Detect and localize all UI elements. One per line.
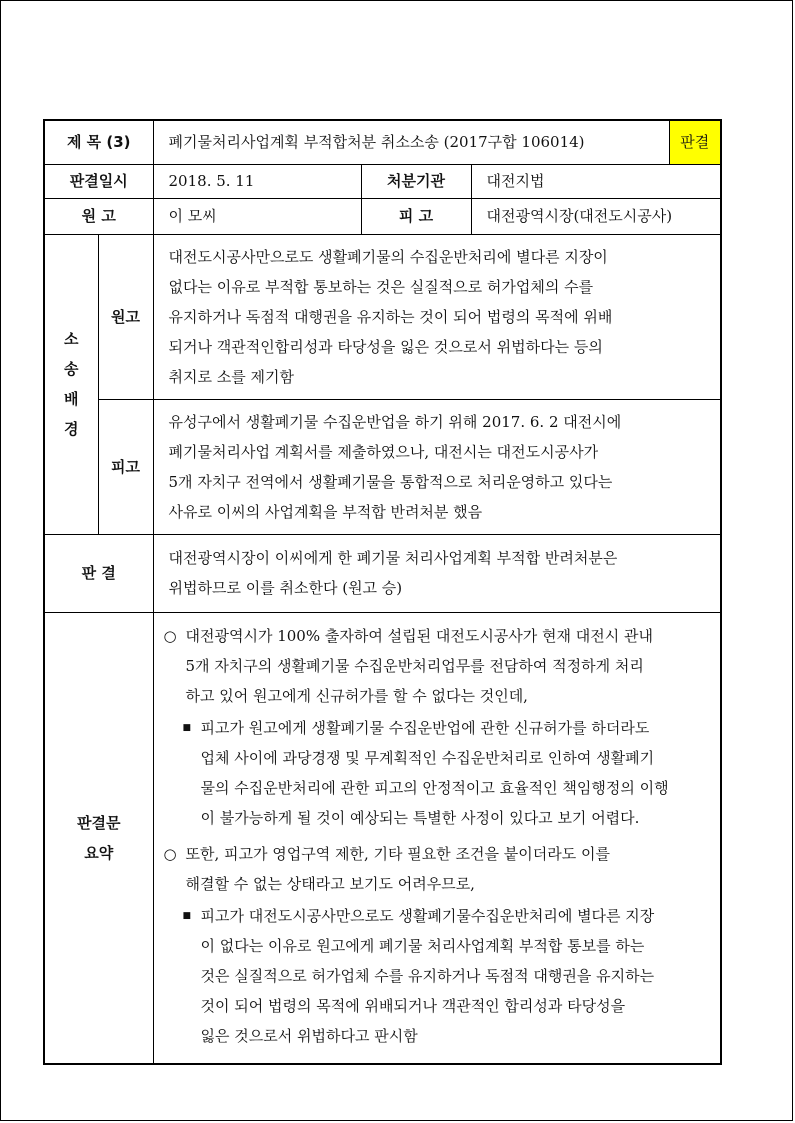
text-line: 5개 자치구 전역에서 생활폐기물을 통합적으로 처리운영하고 있다는 xyxy=(168,472,613,491)
agency-label: 처분기관 xyxy=(361,164,471,198)
text-line: 이 불가능하게 될 것이 예상되는 특별한 사정이 있다고 보기 어렵다. xyxy=(200,808,640,827)
text-line: 것이 되어 법령의 목적에 위배되거나 객관적인 합리성과 타당성을 xyxy=(200,996,626,1015)
judgment-row xyxy=(44,534,721,612)
text-line: 물의 수집운반처리에 관한 피고의 안정적이고 효율적인 책임행정의 이행 xyxy=(200,778,669,797)
background-label-char: 소 xyxy=(64,330,79,348)
background-defendant-label: 피고 xyxy=(98,399,153,534)
text-line: 업체 사이에 과당경쟁 및 무계획적인 수집운반처리로 인하여 생활폐기 xyxy=(200,748,655,767)
text-line: 피고가 대전도시공사만으로도 생활폐기물수집운반처리에 별다른 지장 xyxy=(200,906,655,925)
text-line: 유성구에서 생활폐기물 수집운반업을 하기 위해 2017. 6. 2 대전시에 xyxy=(168,412,622,431)
background-label-char: 송 xyxy=(64,360,79,378)
case-summary-table xyxy=(43,119,722,1065)
text-line: 해결할 수 없는 상태라고 보기도 어려우므로, xyxy=(185,874,475,893)
summary-subitem xyxy=(162,901,715,1051)
text-line: 위법하므로 이를 취소한다 (원고 승) xyxy=(168,579,403,597)
text-line: 되거나 객관적인합리성과 타당성을 잃은 것으로서 위법하다는 등의 xyxy=(168,337,603,356)
date-row xyxy=(44,164,721,198)
background-plaintiff-row xyxy=(44,234,721,399)
party-row xyxy=(44,198,721,234)
text-line: 유지하거나 독점적 대행권을 유지하는 것이 되어 법령의 목적에 위배 xyxy=(168,307,613,326)
background-defendant-row xyxy=(44,399,721,534)
square-bullet-icon: ■ xyxy=(182,722,192,733)
summary-item xyxy=(162,839,715,899)
defendant-name: 대전광역시장(대전도시공사) xyxy=(471,198,721,234)
background-label-char: 배 xyxy=(64,390,79,408)
text-line: 하고 있어 원고에게 신규허가를 할 수 없다는 것인데, xyxy=(185,686,528,705)
circle-bullet-icon: ○ xyxy=(163,844,177,863)
square-bullet-icon: ■ xyxy=(182,910,192,921)
judgment-badge: 판결 xyxy=(669,120,721,164)
text-line: 취지로 소를 제기함 xyxy=(168,367,294,386)
summary-item xyxy=(162,621,715,711)
background-defendant-text xyxy=(153,399,721,534)
text-line: 잃은 것으로서 위법하다고 판시함 xyxy=(200,1026,418,1045)
summary-row xyxy=(44,612,721,1064)
text-line: 대전광역시장이 이씨에게 한 폐기물 처리사업계획 부적합 반려처분은 xyxy=(168,549,618,567)
text-line: 5개 자치구의 생활폐기물 수집운반처리업무를 전담하여 적정하게 처리 xyxy=(185,656,644,675)
background-plaintiff-label: 원고 xyxy=(98,234,153,399)
agency-name: 대전지법 xyxy=(471,164,721,198)
background-plaintiff-text xyxy=(153,234,721,399)
text-line: 대전도시공사만으로도 생활폐기물의 수집운반처리에 별다른 지장이 xyxy=(168,247,608,266)
case-title: 폐기물처리사업계획 부적합처분 취소소송 (2017구합 106014) xyxy=(153,120,669,164)
text-line: 없다는 이유로 부적합 통보하는 것은 실질적으로 허가업체의 수를 xyxy=(168,277,594,296)
text-line: 또한, 피고가 영업구역 제한, 기타 필요한 조건을 붙이더라도 이를 xyxy=(185,844,610,863)
summary-subitem xyxy=(162,713,715,833)
text-line: 대전광역시가 100% 출자하여 설립된 대전도시공사가 현재 대전시 관내 xyxy=(185,626,654,645)
summary-text xyxy=(153,612,721,1064)
date-label: 판결일시 xyxy=(44,164,153,198)
title-label: 제 목 (3) xyxy=(44,120,153,164)
text-line: 사유로 이씨의 사업계획을 부적합 반려처분 했음 xyxy=(168,502,483,521)
background-label xyxy=(44,234,98,534)
background-label-char: 경 xyxy=(64,420,79,438)
title-row xyxy=(44,120,721,164)
plaintiff-label: 원 고 xyxy=(44,198,153,234)
circle-bullet-icon: ○ xyxy=(163,626,177,645)
text-line: 피고가 원고에게 생활폐기물 수집운반업에 관한 신규허가를 하더라도 xyxy=(200,718,650,737)
text-line: 이 없다는 이유로 원고에게 폐기물 처리사업계획 부적합 통보를 하는 xyxy=(200,936,645,955)
plaintiff-name: 이 모씨 xyxy=(153,198,361,234)
summary-label xyxy=(44,612,153,1064)
summary-label-line: 판결문 xyxy=(77,813,121,832)
summary-label-line: 요약 xyxy=(84,843,114,862)
judgment-date: 2018. 5. 11 xyxy=(153,164,361,198)
text-line: 폐기물처리사업 계획서를 제출하였으나, 대전시는 대전도시공사가 xyxy=(168,442,599,461)
judgment-text xyxy=(153,534,721,612)
text-line: 것은 실질적으로 허가업체 수를 유지하거나 독점적 대행권을 유지하는 xyxy=(200,966,655,985)
judgment-label: 판 결 xyxy=(44,534,153,612)
defendant-label: 피 고 xyxy=(361,198,471,234)
